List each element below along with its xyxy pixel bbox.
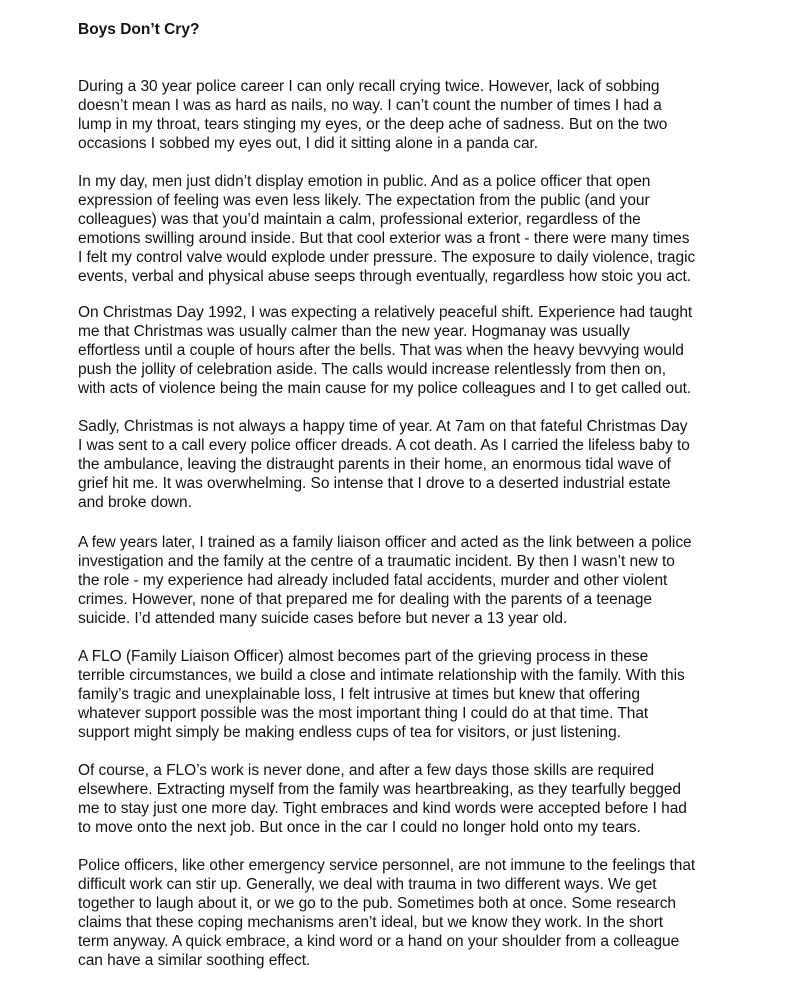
text-line: terrible circumstances, we build a close and intimate relationship with the family. With this (78, 666, 685, 684)
text-line: Of course, a FLO’s work is never done, and after a few days those skills are required (78, 762, 655, 779)
text-line: During a 30 year police career I can only recall crying twice. However, lack of sobbing (78, 78, 660, 95)
text-line: expression of feeling was even less likely. The expectation from the public (and your (78, 191, 650, 209)
text-line: claims that these coping mechanisms aren’t ideal, but we know they work. In the short (78, 913, 664, 931)
text-line: suicide. I’d attended many suicide cases before but never a 13 year old. (78, 609, 568, 627)
paragraph (78, 304, 733, 399)
text-line: lump in my throat, tears stinging my eyes, or the deep ache of sadness. But on the two (78, 115, 668, 133)
text-line: elsewhere. Extracting myself from the family was heartbreaking, as they tearfully begged (78, 780, 681, 798)
text-line: push the jollity of celebration aside. The calls would increase relentlessly from then on, (78, 360, 666, 378)
text-line: emotions swilling around inside. But that cool exterior was a front - there were many times (78, 229, 690, 247)
paragraph (78, 857, 733, 970)
paragraph (78, 648, 733, 743)
text-line: crimes. However, none of that prepared me for dealing with the parents of a teenage (78, 590, 652, 608)
text-line: effortless until a couple of hours after the bells. That was when the heavy bevvying would (78, 341, 684, 359)
text-line: In my day, men just didn’t display emotion in public. And as a police officer that open (78, 173, 651, 190)
text-line: doesn’t mean I was as hard as nails, no way. I can’t count the number of times I had a (78, 96, 662, 114)
text-line: me that Christmas was usually calmer than the new year. Hogmanay was usually (78, 322, 630, 340)
text-line: can have a similar soothing effect. (78, 951, 311, 969)
text-line: to move onto the next job. But once in the car I could no longer hold onto my tears. (78, 818, 641, 836)
text-line: with acts of violence being the main cause for my police colleagues and I to get called out. (78, 379, 692, 397)
text-line: whatever support possible was the most important thing I could do at that time. That (78, 704, 649, 722)
text-line: the ambulance, leaving the distraught parents in their home, an enormous tidal wave of (78, 455, 671, 473)
paragraph (78, 534, 733, 629)
text-line: difficult work can stir up. Generally, we deal with trauma in two different ways. We get (78, 875, 657, 893)
text-line: On Christmas Day 1992, I was expecting a relatively peaceful shift. Experience had taught (78, 304, 693, 321)
document-title: Boys Don’t Cry? (78, 21, 200, 38)
text-line: grief hit me. It was overwhelming. So intense that I drove to a deserted industrial estate (78, 474, 671, 492)
text-line: colleagues) was that you’d maintain a calm, professional exterior, regardless of the (78, 210, 641, 228)
text-line: occasions I sobbed my eyes out, I did it sitting alone in a panda car. (78, 134, 539, 152)
text-line: the role - my experience had already included fatal accidents, murder and other violent (78, 571, 668, 589)
text-line: I was sent to a call every police officer dreads. A cot death. As I carried the lifeless baby to (78, 436, 690, 454)
text-line: A few years later, I trained as a family liaison officer and acted as the link between a police (78, 534, 692, 551)
text-line: family’s tragic and unexplainable loss, I felt intrusive at times but knew that offering (78, 685, 640, 703)
paragraph (78, 78, 733, 154)
paragraph (78, 762, 733, 838)
text-line: investigation and the family at the centre of a traumatic incident. By then I wasn’t new to (78, 552, 675, 570)
paragraph (78, 173, 733, 286)
paragraph (78, 418, 733, 513)
text-line: events, verbal and physical abuse seeps through eventually, regardless how stoic you act. (78, 267, 692, 285)
text-line: me to stay just one more day. Tight embraces and kind words were accepted before I had (78, 799, 687, 817)
text-line: Police officers, like other emergency service personnel, are not immune to the feelings that (78, 857, 696, 874)
text-line: A FLO (Family Liaison Officer) almost becomes part of the grieving process in these (78, 648, 649, 665)
text-line: and broke down. (78, 493, 192, 511)
text-line: support might simply be making endless cups of tea for visitors, or just listening. (78, 723, 621, 741)
text-line: I felt my control valve would explode under pressure. The exposure to daily violence, tragic (78, 248, 696, 266)
text-line: Sadly, Christmas is not always a happy time of year. At 7am on that fateful Christmas Day (78, 418, 688, 435)
text-line: together to laugh about it, or we go to the pub. Sometimes both at once. Some research (78, 894, 676, 912)
text-line: term anyway. A quick embrace, a kind word or a hand on your shoulder from a colleague (78, 932, 680, 950)
